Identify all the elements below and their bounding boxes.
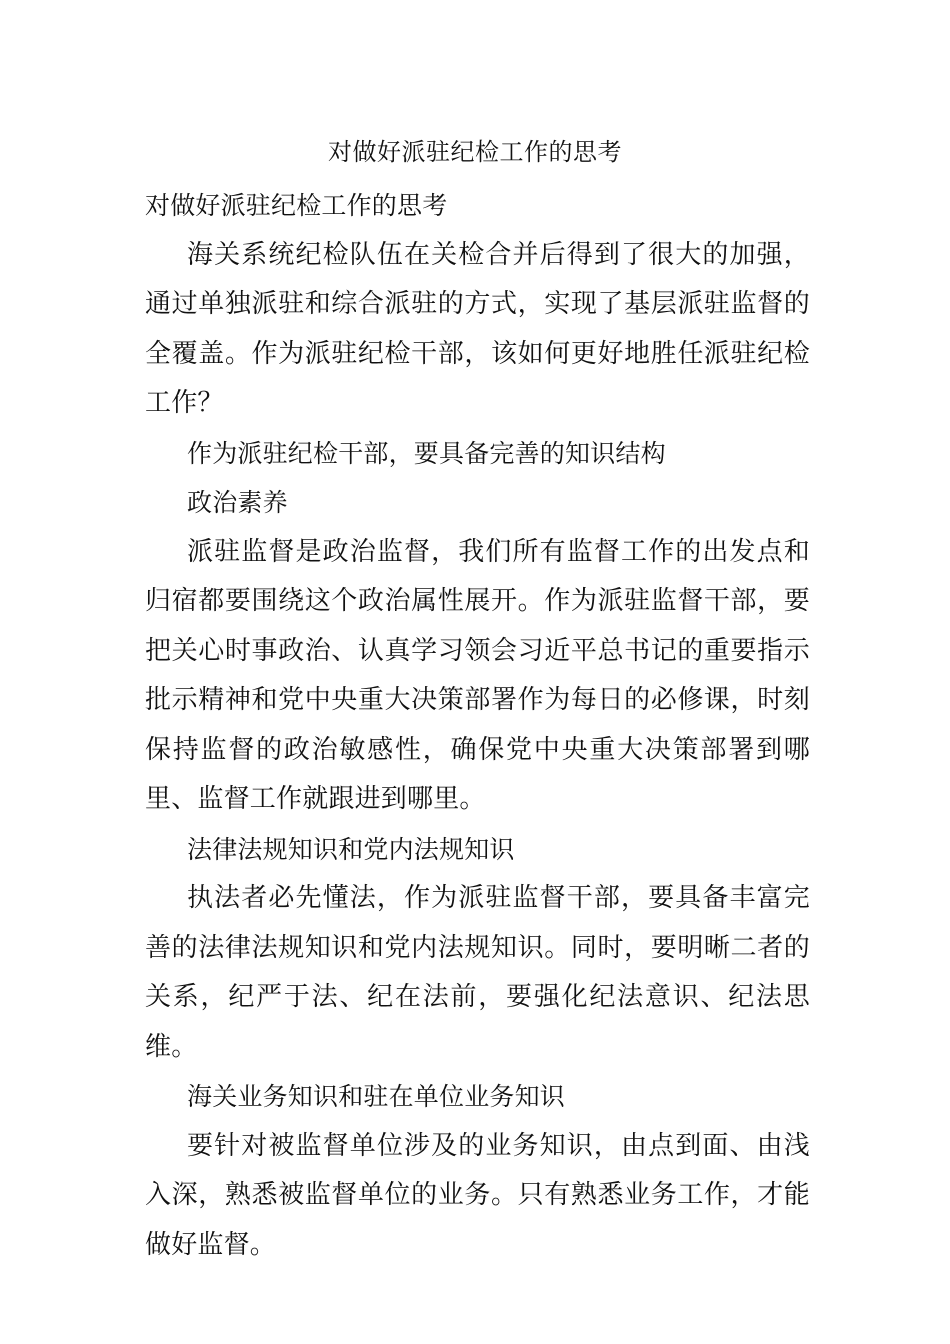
section-heading-legal-knowledge: 法律法规知识和党内法规知识 xyxy=(187,834,515,864)
political-literacy-paragraph: 派驻监督是政治监督，我们所有监督工作的出发点和归宿都要围绕这个政治属性展开。作为派驻监督干部，要把关心时事政治、认真学习领会习近平总书记的重要指示批示精神和党中央重大决策部署作为每日的必修课，时刻保持监督的政治敏感性，确保党中央重大决策部署到哪里、监督工作就跟进到哪里。 xyxy=(145,536,810,814)
section-heading-political-literacy: 政治素养 xyxy=(187,488,288,517)
business-knowledge-paragraph: 要针对被监督单位涉及的业务知识，由点到面、由浅入深，熟悉被监督单位的业务。只有熟悉业务工作，才能做好监督。 xyxy=(145,1130,810,1260)
legal-knowledge-paragraph: 执法者必先懂法，作为派驻监督干部，要具备丰富完善的法律法规知识和党内法规知识。同时，要明晰二者的关系，纪严于法、纪在法前，要强化纪法意识、纪法思维。 xyxy=(145,883,810,1062)
intro-paragraph: 海关系统纪检队伍在关检合并后得到了很大的加强，通过单独派驻和综合派驻的方式，实现了基层派驻监督的全覆盖。作为派驻纪检干部，该如何更好地胜任派驻纪检工作？ xyxy=(145,239,810,418)
document-title: 对做好派驻纪检工作的思考 xyxy=(328,138,622,166)
article-heading: 对做好派驻纪检工作的思考 xyxy=(145,191,448,220)
section-heading-business-knowledge: 海关业务知识和驻在单位业务知识 xyxy=(187,1082,566,1111)
document-body xyxy=(145,181,810,1270)
section-heading-knowledge-structure: 作为派驻纪检干部，要具备完善的知识结构 xyxy=(187,438,666,468)
